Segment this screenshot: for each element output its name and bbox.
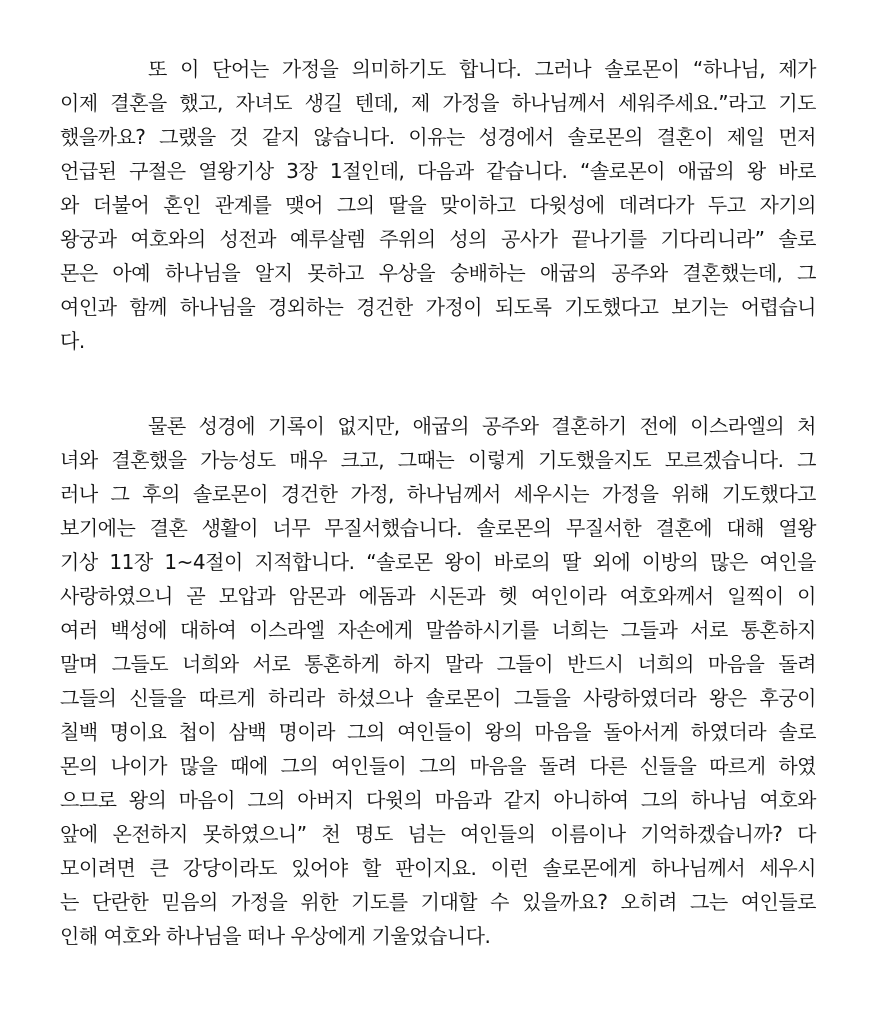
paragraph-disordered-marriage [60, 409, 816, 953]
text-line: 또 이 단어는 가정을 의미하기도 합니다. 그러나 솔로몬이 “하나님, 제가 [148, 57, 816, 81]
paragraph-solomon-marriage [60, 52, 816, 358]
text-line: 물론 성경에 기록이 없지만, 애굽의 공주와 결혼하기 전에 이스라엘의 처 [148, 414, 816, 438]
text-line: 와 더불어 혼인 관계를 맺어 그의 딸을 맞이하고 다윗성에 데려다가 두고 자기의 [60, 193, 816, 217]
text-line: 몬은 아예 하나님을 알지 못하고 우상을 숭배하는 애굽의 공주와 결혼했는데, 그 [60, 261, 816, 285]
text-line: 이제 결혼을 했고, 자녀도 생길 텐데, 제 가정을 하나님께서 세워주세요.”라고 기도 [60, 91, 816, 115]
text-line: 몬의 나이가 많을 때에 그의 여인들이 그의 마음을 돌려 다른 신들을 따르게 하였 [60, 754, 816, 778]
paragraph-gap [60, 358, 816, 409]
text-line: 사랑하였으니 곧 모압과 암몬과 에돔과 시돈과 헷 여인이라 여호와께서 일찍이 이 [60, 584, 816, 608]
text-line: 모이려면 큰 강당이라도 있어야 할 판이지요. 이런 솔로몬에게 하나님께서 세우시 [60, 856, 816, 880]
text-line: 으므로 왕의 마음이 그의 아버지 다윗의 마음과 같지 아니하여 그의 하나님 여호와 [60, 788, 816, 812]
text-line: 기상 11장 1~4절이 지적합니다. “솔로몬 왕이 바로의 딸 외에 이방의 많은 여인을 [60, 550, 816, 574]
text-line: 했을까요? 그랬을 것 같지 않습니다. 이유는 성경에서 솔로몬의 결혼이 제일 먼저 [60, 125, 816, 149]
text-line: 그들의 신들을 따르게 하리라 하셨으나 솔로몬이 그들을 사랑하였더라 왕은 후궁이 [60, 686, 816, 710]
text-line: 왕궁과 여호와의 성전과 예루살렘 주위의 성의 공사가 끝나기를 기다리니라” 솔로 [60, 227, 816, 251]
text-line: 다. [60, 329, 85, 353]
text-line: 녀와 결혼했을 가능성도 매우 크고, 그때는 이렇게 기도했을지도 모르겠습니다. 그 [60, 448, 816, 472]
text-line: 언급된 구절은 열왕기상 3장 1절인데, 다음과 같습니다. “솔로몬이 애굽의 왕 바로 [60, 159, 816, 183]
text-line: 러나 그 후의 솔로몬이 경건한 가정, 하나님께서 세우시는 가정을 위해 기도했다고 [60, 482, 816, 506]
document-body [60, 52, 816, 953]
text-line: 여러 백성에 대하여 이스라엘 자손에게 말씀하시기를 너희는 그들과 서로 통혼하지 [60, 618, 816, 642]
text-line: 는 단란한 믿음의 가정을 위한 기도를 기대할 수 있을까요? 오히려 그는 여인들로 [60, 890, 816, 914]
text-line: 여인과 함께 하나님을 경외하는 경건한 가정이 되도록 기도했다고 보기는 어렵습니 [60, 295, 816, 319]
text-line: 칠백 명이요 첩이 삼백 명이라 그의 여인들이 왕의 마음을 돌아서게 하였더라 솔로 [60, 720, 816, 744]
text-line: 말며 그들도 너희와 서로 통혼하게 하지 말라 그들이 반드시 너희의 마음을 돌려 [60, 652, 816, 676]
text-line: 앞에 온전하지 못하였으니” 천 명도 넘는 여인들의 이름이나 기억하겠습니까? 다 [60, 822, 816, 846]
text-line: 인해 여호와 하나님을 떠나 우상에게 기울었습니다. [60, 924, 491, 948]
text-line: 보기에는 결혼 생활이 너무 무질서했습니다. 솔로몬의 무질서한 결혼에 대해 열왕 [60, 516, 816, 540]
